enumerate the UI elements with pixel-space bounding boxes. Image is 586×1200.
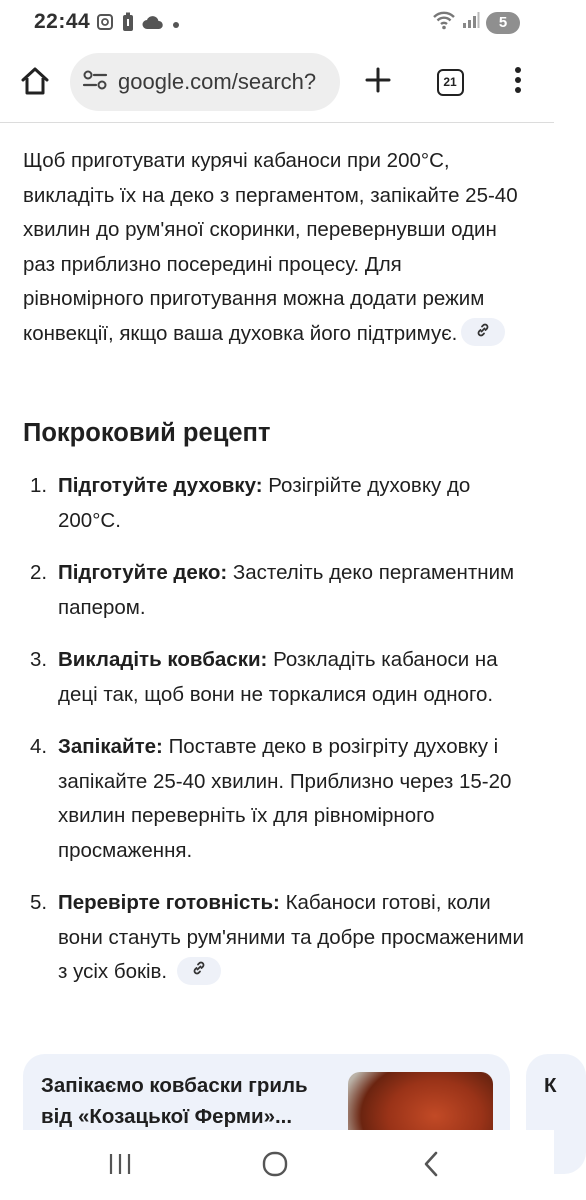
link-icon — [191, 953, 207, 988]
recipe-step — [23, 469, 533, 538]
plus-icon — [365, 67, 391, 98]
wifi-icon — [432, 10, 456, 35]
dot-icon — [172, 16, 180, 34]
battery-indicator: 5 — [486, 12, 520, 34]
browser-toolbar — [0, 44, 554, 122]
tab-switcher-button[interactable] — [428, 60, 472, 104]
site-settings-icon[interactable] — [82, 69, 108, 96]
new-tab-button[interactable] — [356, 60, 400, 104]
recipe-step — [23, 556, 533, 625]
step-text: Поставте деко в розігріту духовку і запікайте 25-40 хвилин. Приблизно через 15-20 хвилин переверніть їх для рівномірного просмаження. — [58, 735, 512, 862]
step-number: 5. — [30, 891, 48, 914]
step-number: 4. — [30, 735, 48, 758]
card-title: Запікаємо ковбаски гриль від «Козацької Ферми»... — [41, 1074, 308, 1128]
status-left-icons — [96, 12, 180, 37]
home-button[interactable] — [14, 62, 56, 104]
link-icon — [475, 315, 491, 350]
step-number: 1. — [30, 474, 48, 497]
source-link-chip[interactable] — [177, 957, 221, 985]
step-text: Кабаноси готові, коли вони стануть рум'яними та добре просмаженими з усіх боків. — [58, 891, 524, 983]
step-number: 3. — [30, 648, 48, 671]
more-menu-button[interactable] — [500, 60, 536, 104]
signal-icon — [462, 11, 480, 34]
step-title: Підготуйте деко: — [58, 561, 228, 584]
card-title: К — [544, 1074, 557, 1097]
battery-saver-icon — [122, 12, 134, 37]
recipe-step — [23, 730, 533, 868]
system-nav-bar — [0, 1130, 554, 1200]
back-icon — [421, 1150, 441, 1183]
recipe-step — [23, 643, 533, 712]
page-content — [0, 123, 557, 1130]
step-title: Викладіть ковбаски: — [58, 648, 268, 671]
recent-apps-icon — [107, 1152, 133, 1181]
more-vert-icon — [514, 66, 522, 99]
step-title: Підготуйте духовку: — [58, 474, 263, 497]
step-text: Розкладіть кабаноси на деці так, щоб вони не торкалися один одного. — [58, 648, 498, 706]
source-link-chip[interactable] — [461, 318, 505, 346]
home-circle-icon — [261, 1150, 289, 1183]
url-text: google.com/search? — [118, 69, 317, 94]
intro-paragraph — [23, 144, 528, 351]
step-text: Застеліть деко пергаментним папером. — [58, 561, 515, 619]
recipe-steps-list — [23, 469, 533, 1008]
step-text: Розігрійте духовку до 200°C. — [58, 474, 471, 532]
step-title: Перевірте готовність: — [58, 891, 280, 914]
intro-text: Щоб приготувати курячі кабаноси при 200°C, викладіть їх на деко з пергаментом, запікайте 25-40 хвилин до рум'яної скоринки, перевернувши один раз приблизно посередині процесу. Для рівномірного приготування можна додати режим конвекції, якщо ваша духовка його підтримує. — [23, 149, 518, 345]
tab-count: 21 — [443, 75, 457, 89]
address-bar[interactable] — [70, 53, 340, 111]
step-title: Запікайте: — [58, 735, 163, 758]
recipe-step — [23, 886, 533, 990]
status-bar — [0, 0, 554, 44]
status-time: 22:44 — [34, 10, 91, 33]
section-title: Покроковий рецепт — [23, 419, 271, 447]
home-nav-button[interactable] — [253, 1146, 297, 1186]
tabs-icon — [437, 69, 464, 96]
home-icon — [19, 65, 51, 102]
status-right-icons — [432, 10, 520, 35]
cloud-icon — [142, 14, 164, 35]
recent-apps-button[interactable] — [98, 1146, 142, 1186]
step-number: 2. — [30, 561, 48, 584]
back-button[interactable] — [409, 1146, 453, 1186]
screenshot-icon — [96, 13, 114, 36]
